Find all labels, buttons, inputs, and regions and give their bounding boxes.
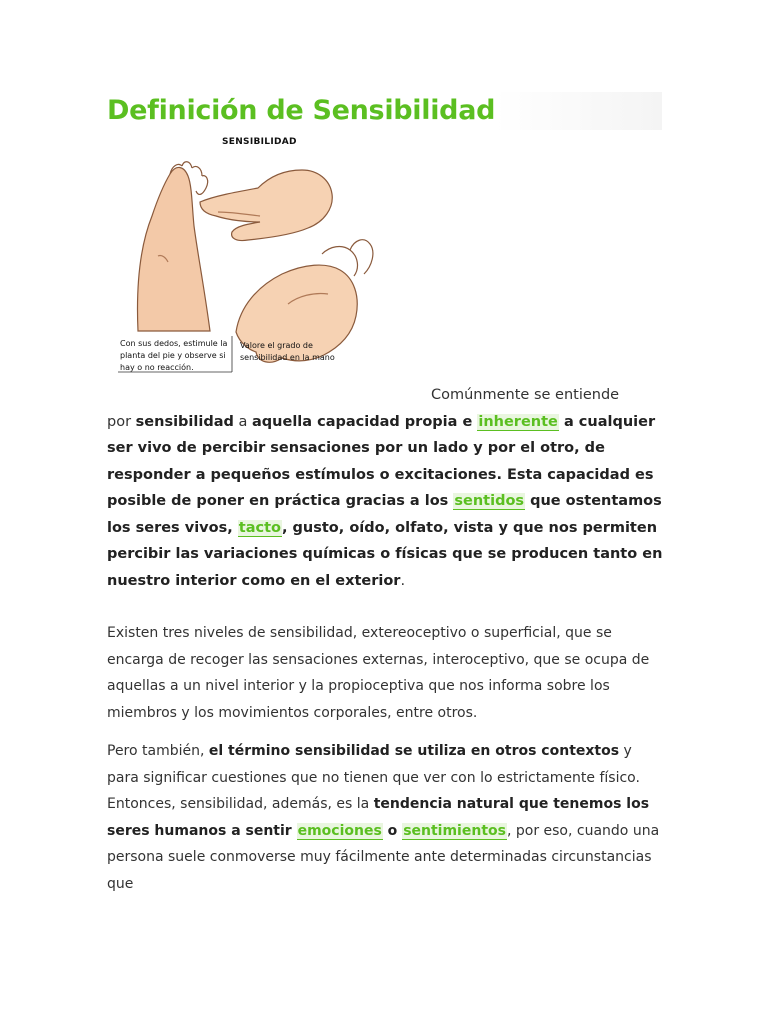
paragraph-levels: Existen tres niveles de sensibilidad, extereoceptivo o superficial, que se encarga de recoger las sensaciones externas, interoceptivo, que se ocupa de aquellas a un nivel interior y la propioceptiva que nos informa sobre los miembros y los movimientos corporales, entre otros.	[107, 625, 650, 721]
foot-drawing	[138, 162, 210, 331]
bold-text: que ostentamos los seres vivos,	[107, 493, 662, 536]
text-span: a	[233, 413, 252, 430]
page-title: Definición de Sensibilidad	[107, 95, 496, 126]
bold-text: el término sensibilidad se utiliza en otros contextos	[208, 743, 620, 759]
figure-heading: SENSIBILIDAD	[222, 137, 297, 147]
link-sentimientos[interactable]: sentimientos	[403, 822, 506, 839]
link-inherente[interactable]: inherente	[478, 413, 558, 430]
bold-text: tendencia natural que tenemos los seres humanos a sentir	[107, 796, 650, 839]
bold-text: , gusto, oído, olfato, vista y que nos permiten percibir las variaciones químicas o físicas que se producen tanto en nuestro interior como en el exterior	[107, 519, 663, 589]
link-sentidos[interactable]: sentidos	[454, 493, 525, 509]
bold-text: aquella capacidad propia e	[252, 413, 478, 430]
hand-drawing-upper	[200, 170, 332, 241]
bold-text: o	[382, 822, 403, 839]
figure-caption-right: Valore el grado de sensibilidad en la mano	[240, 341, 335, 362]
bold-text: sensibilidad	[135, 413, 234, 430]
text-span: Pero también,	[107, 743, 209, 759]
text-span: , por eso, cuando una persona suele conmoverse muy fácilmente ante determinadas circunstancias que	[107, 822, 660, 892]
text-span: .	[400, 572, 406, 589]
bold-text: a cualquier ser vivo de percibir sensaciones por un lado y por el otro, de responder a pequeños estímulos o excitaciones. Esta capacidad es posible de poner en práctica gracias a los	[107, 413, 656, 509]
intro-lead-text: Comúnmente se entiende	[431, 387, 620, 403]
link-emociones[interactable]: emociones	[297, 822, 382, 839]
paragraph-intro	[107, 382, 667, 594]
figure-caption-left: Con sus dedos, estimule la planta del pie y observe si hay o no reacción.	[120, 339, 228, 372]
link-tacto[interactable]: tacto	[238, 519, 281, 536]
paragraph-other-contexts	[107, 738, 667, 897]
text-span: por	[107, 413, 136, 430]
text-span: y para significar cuestiones que no tienen que ver con lo estrictamente físico. Entonces, sensibilidad, además, es la	[107, 743, 640, 812]
